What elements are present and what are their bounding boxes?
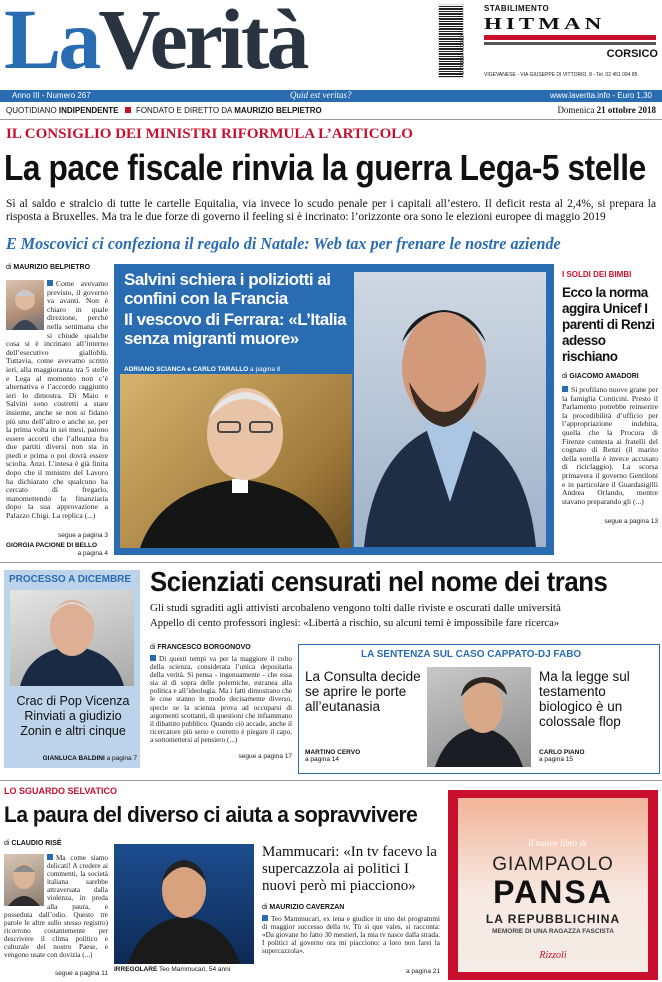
salvini-authors-names: ADRIANO SCIANCA e CARLO TARALLO [124,366,249,373]
co-author: GIORGIA PACIONE DI BELLO [6,542,98,549]
book-author2: PANSA [493,874,613,910]
vicenza-byline [9,755,137,762]
editorial-author: MAURIZIO BELPIETRO [13,264,91,271]
cappato-kicker: LA SENTENZA SUL CASO CAPPATO-DJ FABO [361,649,582,660]
subbar-square-icon [125,107,131,113]
scienziati-column [150,644,292,774]
date-value: 21 ottobre 2018 [596,105,656,115]
book-publisher: Rizzoli [539,950,567,961]
caption-text: Teo Mammucari, 54 anni [159,966,231,973]
square-icon [47,280,53,286]
consulta-byline [305,749,425,763]
salvini-figure-icon [354,272,546,547]
cappato-box [298,644,660,774]
lead-subhead[interactable]: E Moscovici ci confeziona il regalo di Natale: Web tax per frenare le nostre aziende [6,234,561,253]
editorial-float [6,280,47,332]
motto: Quid est veritas? [290,90,352,100]
mammucari-body: Teo Mammucari, ex iena e giudice in uno dei programmi di maggior successo della tv, Tù sì que vales, si racconta: «Da giovane ho fatto 30 mestieri, la mia tv nasce dalla strada. I politici al governo ora mi piacciono: a loro non farei la supercazzola». [262,915,440,956]
scienziati-deck: Gli studi sgraditi agli attivisti arcobaleno vengono tolti dalle riviste e oscurati dalle università [150,602,561,614]
by-word: di [6,264,12,271]
label-director: MAURIZIO BELPIETRO [234,106,322,115]
diverso-author: CLAUDIO RISÉ [11,840,62,847]
square-icon [562,386,568,392]
editorial-follow[interactable]: segue a pagina 3 [58,532,108,539]
ad-greybar [484,42,656,45]
salvini-photo [354,272,546,547]
mammucari-author: MAURIZIO CAVERZAN [269,904,345,911]
bimbi-kicker: I SOLDI DEI BIMBI [562,270,632,279]
salvini-follow[interactable]: a pagina 8 [250,366,281,373]
bimbi-headline[interactable]: Ecco la norma aggira Unicef I parenti di Renzi adesso rischiano [562,285,655,364]
mammucari-column [262,904,440,980]
divider [0,780,662,781]
divider [0,119,662,120]
editorial-text [6,280,108,530]
bishop-figure-icon [120,374,352,548]
logo-verita: Verità [98,0,307,87]
bimbi-body: Si profilano nuove grane per la famiglia Conticini. Presto il Parlamento potrebbe reinserire la procedibilità d’ufficio per l’appropriazione indebita, quella che la Procura di Firenze contesta ai fratelli del cognato di Renzi (il marito della sorella è invece accusato di riciclaggio). La scorsa primavera il governo Gentiloni e in particolare il Guardasigilli Andrea Orlando, mentre stavano preparando gli (...) [562,386,658,506]
mammucari-text [262,915,440,967]
vicenza-headline: Crac di Pop Vicenza Rinviati a giudizio Zonin e altri cinque [16,694,130,738]
by-word: di [4,840,10,847]
vicenza-author: GIANLUCA BALDINI [42,755,105,762]
ad-redbar [484,35,656,40]
ad-location: CORSICO [606,48,658,60]
issue-date [557,105,656,115]
diverso-follow[interactable]: segue a pagina 11 [54,970,108,977]
lead-deck: Sì al saldo e stralcio di tutte le cartelle Equitalia, via invece lo scudo penale per i capitali all’estero. Il deficit resta al 2,4%, si prepara la risposta a Bruxelles. Ma tra le due forze di governo il feeling si è incrinato: l’orizzonte ora sono le elezioni europee di maggio 2019 [6,198,656,223]
subbar [0,104,662,118]
testamento-follow[interactable]: a pagina 15 [539,756,573,763]
masthead [0,0,662,90]
scienziati-byline [150,644,292,651]
cappato-figure-icon [427,667,531,767]
scienziati-text [150,655,292,751]
lead-kicker: IL CONSIGLIO DEI MINISTRI RIFORMULA L’ARTICOLO [6,126,413,142]
diverso-text [4,854,108,968]
website-price[interactable]: www.laverita.info - Euro 1,30 [550,91,652,100]
square-icon [47,854,53,860]
issue-number: Anno III - Numero 267 [12,91,91,100]
scienziati-deck2: Appello di cento professori inglesi: «Libertà a rischio, su alcuni temi è impossibile fare ricerca» [150,617,560,629]
book-tag: Il nuovo libro di [528,838,587,848]
vicenza-story[interactable] [4,570,140,768]
editorial-byline [6,264,108,271]
salvini-headline: Salvini schiera i poliziotti ai confini con la Francia [124,270,331,308]
subbar-label [6,106,322,115]
mammucari-figure-icon [114,844,254,964]
diverso-float [4,854,47,908]
square-icon [262,915,268,921]
ad-address: VIGEVANESE - VIA GIUSEPPE DI VITTORIO, 8 - Tel. 02 451 094 85 [484,72,638,78]
editorial [6,264,108,559]
testamento-byline [539,749,659,763]
testamento-headline[interactable]: Ma la legge sul testamento biologico è un colossale flop [539,669,630,729]
by-word: di [562,373,568,380]
bishop-photo [120,374,352,548]
zonin-figure-icon [10,590,134,686]
diverso-body: Ma come siamo delicati! A credere ai commenti, la società italiana sarebbe attraversata dalla violenza, in preda alla paura, e posseduta dall’odio. Questo tre parole le altre sullo stesso registro) ricorrono costantemente per descrivere il clima politico e culturale del nostro Paese, e vengono usate con dovizia (...) [4,854,108,960]
vescovo-headline: Il vescovo di Ferrara: «L’Italia senza migranti muore» [124,310,347,348]
mammucari-follow[interactable]: a pagina 21 [406,968,440,975]
zonin-photo [10,590,134,686]
diverso-headline[interactable]: La paura del diverso ci aiuta a sopravvivere [4,802,418,827]
ad-line1: STABILIMENTO [484,4,550,13]
bimbi-text [562,386,658,516]
mammucari-byline [262,904,440,911]
logo-la: La [4,0,99,87]
by-word: di [262,904,268,911]
infobar [0,90,662,102]
bimbi-follow[interactable]: segue a pagina 13 [604,518,658,525]
diverso-column [4,840,108,980]
book-author: GIAMPAOLO [492,854,614,875]
by-word: di [150,644,156,651]
date-prefix: Domenica [557,105,595,115]
pansa-book-ad[interactable] [448,790,658,980]
scienziati-follow[interactable]: segue a pagina 17 [238,753,292,760]
book-subtitle: MEMORIE DI UNA RAGAZZA FASCISTA [492,928,614,935]
lead-headline[interactable]: La pace fiscale rinvia la guerra Lega-5 stelle [4,147,646,188]
caption-tag: IRREGOLARE [114,966,158,973]
ad-brand: HITMAN [484,14,606,33]
diverso-byline [4,840,108,847]
mammucari-caption [114,966,230,973]
label-fondato: FONDATO E DIRETTO DA [135,106,232,115]
consulta-author: MARTINO CERVO [305,749,361,756]
vicenza-follow[interactable]: a pagina 7 [106,755,137,762]
barcode-number: 9 771824 702002 [460,35,466,74]
divider [0,562,662,563]
mammucari-photo [114,844,254,964]
salvini-authors [124,366,280,373]
testamento-author: CARLO PIANO [539,749,585,756]
hitman-ad[interactable] [484,4,658,80]
consulta-follow[interactable]: a pagina 14 [305,756,339,763]
salvini-story[interactable] [114,264,554,555]
scienziati-body: Di questi tempi va per la maggiore il culto della scienza, considerata l’unica depositaria della verità. Si pensa - ingenuamente - che essa sia al di sopra delle polemiche, estranea alla politica e all’ideologia. Ma i fatti dimostrano che le cose stanno in modo decisamente diverso, specie se la scienza prova ad occuparsi di argomenti scottanti, di questioni che infiammano il dibattito pubblico. Quando ciò accade, anche il ricercatore più serio e corretto è piegare il capo, a sottomettersi al pensiero (...) [150,655,292,744]
label-quotidiano: QUOTIDIANO [6,106,57,115]
scienziati-author: FRANCESCO BORGONOVO [157,644,251,651]
square-icon [150,655,156,661]
label-indipendente: INDIPENDENTE [58,106,119,115]
vicenza-kicker: PROCESSO A DICEMBRE [9,574,132,585]
book-title: LA REPUBBLICHINA [485,912,621,926]
consulta-headline[interactable]: La Consulta decide se aprire le porte all’eutanasia [305,669,421,714]
mammucari-headline[interactable]: Mammucari: «In tv facevo la supercazzola ai politici I nuovi però mi piacciono» [262,844,437,894]
logo[interactable] [4,0,307,87]
bimbi-story [562,270,658,555]
scienziati-headline[interactable]: Scienziati censurati nel nome dei trans [150,566,608,597]
diverso-kicker: LO SGUARDO SELVATICO [4,786,118,796]
bimbi-byline [562,373,658,380]
cappato-photo [427,667,531,767]
editorial-body: Come avevamo previsto, il governo va avanti. Non è chiaro in quale direzione, perché nella settimana che si chiude qualche cosa si è incrinato all’interno dell’esecutivo gialloblù. Tuttavia, come avevamo scritto ieri, alla maggioranza tra 5 stelle e Lega al momento non c’è alternativa e l’accordo raggiunto ieri lo dimostra. Di Maio e Salvini sono costretti a stare insieme, anche se non si fidano più uno dell’altro e anche se, per la prima volta in sei mesi, paiono essere accorti che l’alleanza fra due partiti diversi non sta in piedi e prima o poi dovrà essere sciolta. Anzi. L’intesa è già finita dopo che il ministro del Lavoro ha dichiarato che qualcuno ha cercato di fregarlo, manomettendo la finanziaria dopo la sua approvazione a Palazzo Chigi. La replica (...) [6,280,108,521]
co-follow[interactable]: a pagina 4 [77,550,108,557]
bimbi-author: GIACOMO AMADORI [569,373,639,380]
book-cover [458,798,648,972]
